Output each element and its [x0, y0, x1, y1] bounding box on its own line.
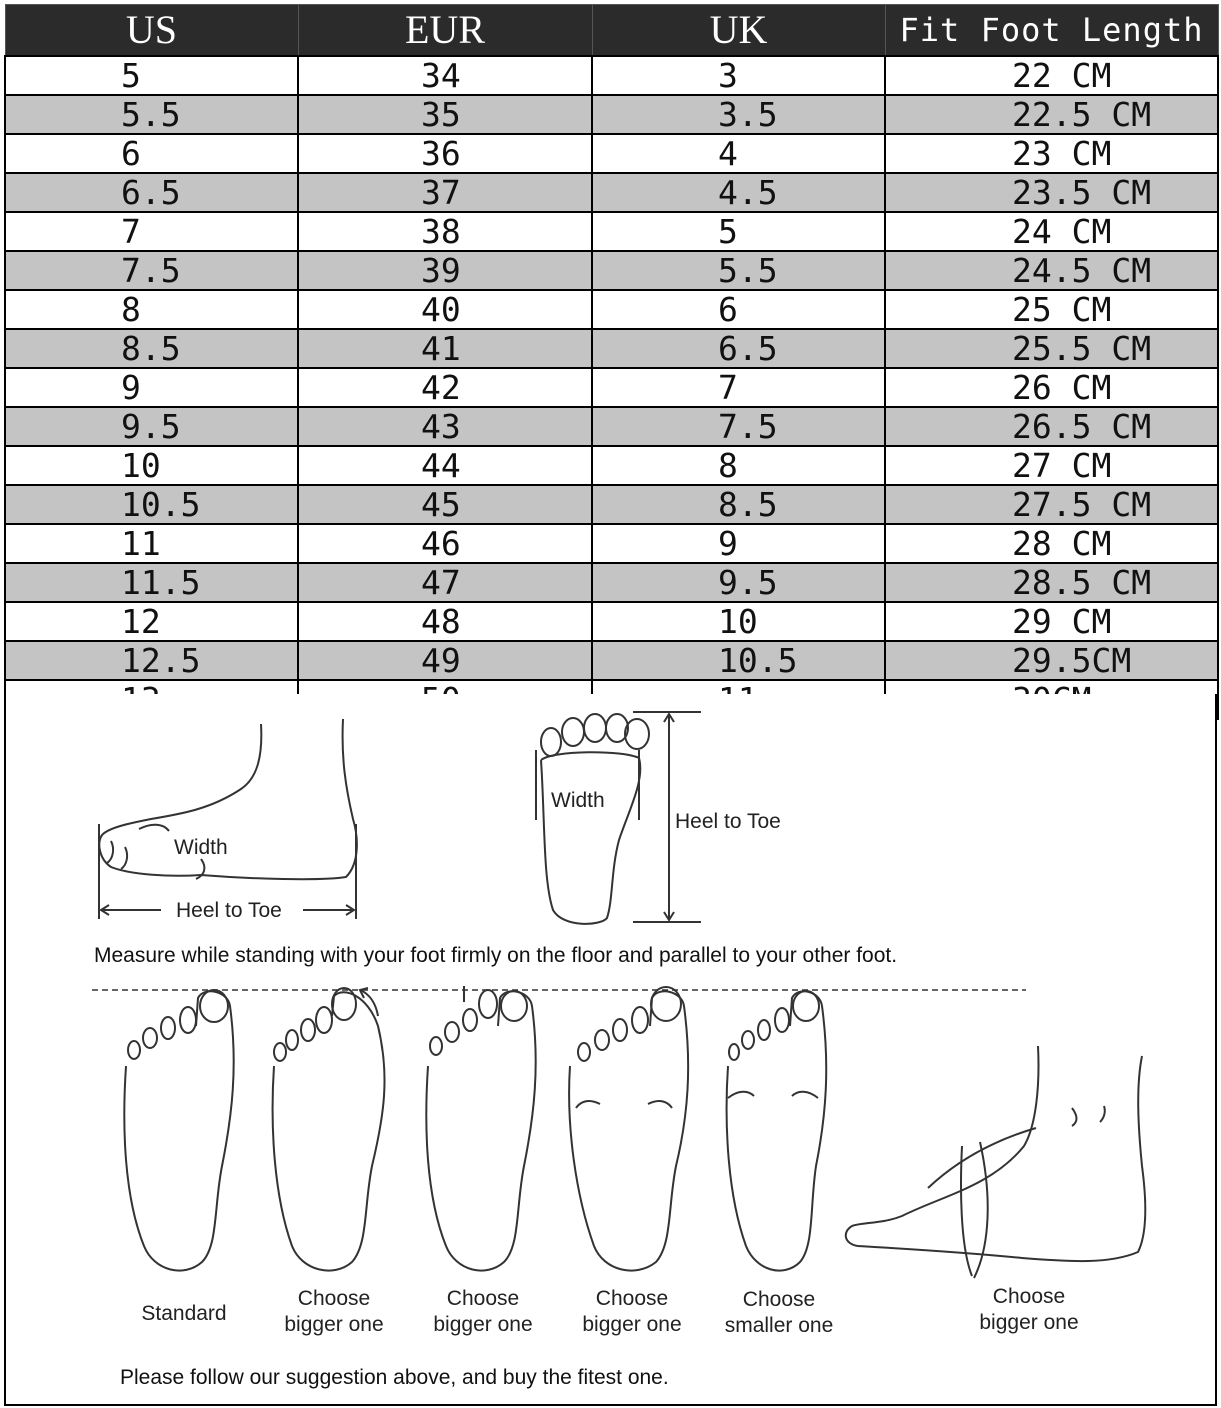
cell-foot-length: 23 CM: [885, 134, 1218, 173]
cell-foot-length: 26.5 CM: [885, 407, 1218, 446]
cell-uk: 8: [592, 446, 885, 485]
cell-us: 5.5: [5, 95, 298, 134]
table-row: [5, 329, 1218, 368]
cell-us: 12: [5, 602, 298, 641]
cell-us: 5: [5, 56, 298, 95]
header-us: US: [5, 5, 298, 57]
table-row: [5, 134, 1218, 173]
cell-eur: 48: [298, 602, 592, 641]
cell-eur: 44: [298, 446, 592, 485]
cell-foot-length: 24 CM: [885, 212, 1218, 251]
cell-us: 11.5: [5, 563, 298, 602]
table-row: [5, 446, 1218, 485]
cell-us: 7.5: [5, 251, 298, 290]
cell-uk: 6: [592, 290, 885, 329]
table-row: [5, 485, 1218, 524]
sole-heel-to-toe-label: Heel to Toe: [675, 810, 781, 833]
cell-uk: 6.5: [592, 329, 885, 368]
cell-uk: 9: [592, 524, 885, 563]
cell-foot-length: 27.5 CM: [885, 485, 1218, 524]
instruction-text: Measure while standing with your foot firmly on the floor and parallel to your other foot.: [94, 944, 898, 967]
cell-foot-length: 28.5 CM: [885, 563, 1218, 602]
table-row: [5, 173, 1218, 212]
cell-uk: 7.5: [592, 407, 885, 446]
table-row: [5, 290, 1218, 329]
cell-eur: 42: [298, 368, 592, 407]
cell-eur: 34: [298, 56, 592, 95]
table-row: [5, 641, 1218, 680]
cell-uk: 9.5: [592, 563, 885, 602]
cell-us: 12.5: [5, 641, 298, 680]
cell-eur: 39: [298, 251, 592, 290]
cell-uk: 3: [592, 56, 885, 95]
cell-uk: 4.5: [592, 173, 885, 212]
foot-long-second-toe-icon: [416, 986, 546, 1286]
cell-eur: 41: [298, 329, 592, 368]
header-uk: UK: [592, 5, 885, 57]
cell-eur: 38: [298, 212, 592, 251]
table-row: [5, 251, 1218, 290]
side-foot-illustration: [91, 719, 371, 919]
cell-us: 10.5: [5, 485, 298, 524]
caption-long-second-toe: Choose bigger one: [433, 1287, 533, 1336]
cell-uk: 4: [592, 134, 885, 173]
table-row: [5, 212, 1218, 251]
cell-uk: 5.5: [592, 251, 885, 290]
table-row: [5, 563, 1218, 602]
cell-foot-length: 29.5CM: [885, 641, 1218, 680]
cell-uk: 8.5: [592, 485, 885, 524]
cell-foot-length: 27 CM: [885, 446, 1218, 485]
measurement-guide: [4, 694, 1217, 1406]
cell-us: 9.5: [5, 407, 298, 446]
cell-us: 8.5: [5, 329, 298, 368]
cell-us: 9: [5, 368, 298, 407]
side-width-label: Width: [174, 836, 228, 859]
table-row: [5, 56, 1218, 95]
caption-long-toe: Choose bigger one: [284, 1287, 384, 1336]
cell-eur: 49: [298, 641, 592, 680]
cell-uk: 5: [592, 212, 885, 251]
cell-eur: 47: [298, 563, 592, 602]
cell-foot-length: 22.5 CM: [885, 95, 1218, 134]
cell-foot-length: 28 CM: [885, 524, 1218, 563]
size-table: [4, 4, 1219, 720]
cell-us: 7: [5, 212, 298, 251]
cell-uk: 7: [592, 368, 885, 407]
table-header-row: [5, 5, 1218, 57]
caption-wide-foot: Choose bigger one: [582, 1287, 682, 1336]
cell-uk: 10.5: [592, 641, 885, 680]
cell-eur: 37: [298, 173, 592, 212]
size-chart: [4, 4, 1217, 720]
table-row: [5, 368, 1218, 407]
cell-foot-length: 24.5 CM: [885, 251, 1218, 290]
foot-high-instep-icon: [842, 1046, 1152, 1296]
cell-eur: 43: [298, 407, 592, 446]
sole-width-label: Width: [551, 789, 605, 812]
caption-standard: Standard: [141, 1302, 227, 1325]
cell-us: 6.5: [5, 173, 298, 212]
cell-eur: 40: [298, 290, 592, 329]
caption-high-instep: Choose bigger one: [979, 1285, 1079, 1334]
caption-narrow-foot: Choose smaller one: [724, 1288, 834, 1337]
cell-foot-length: 22 CM: [885, 56, 1218, 95]
cell-foot-length: 25 CM: [885, 290, 1218, 329]
cell-eur: 36: [298, 134, 592, 173]
cell-eur: 45: [298, 485, 592, 524]
table-row: [5, 524, 1218, 563]
cell-foot-length: 23.5 CM: [885, 173, 1218, 212]
foot-wide-icon: [564, 986, 694, 1286]
cell-foot-length: 26 CM: [885, 368, 1218, 407]
foot-narrow-icon: [714, 986, 844, 1286]
header-fit-foot-length: Fit Foot Length: [885, 5, 1218, 57]
table-row: [5, 95, 1218, 134]
side-heel-to-toe-label: Heel to Toe: [176, 899, 282, 922]
cell-uk: 10: [592, 602, 885, 641]
cell-us: 6: [5, 134, 298, 173]
cell-foot-length: 29 CM: [885, 602, 1218, 641]
cell-foot-length: 25.5 CM: [885, 329, 1218, 368]
cell-eur: 35: [298, 95, 592, 134]
cell-us: 10: [5, 446, 298, 485]
table-row: [5, 407, 1218, 446]
cell-uk: 3.5: [592, 95, 885, 134]
cell-eur: 46: [298, 524, 592, 563]
cell-us: 8: [5, 290, 298, 329]
header-eur: EUR: [298, 5, 592, 57]
cell-us: 11: [5, 524, 298, 563]
foot-standard-icon: [114, 986, 244, 1286]
foot-long-toe-icon: [264, 986, 394, 1286]
footer-text: Please follow our suggestion above, and buy the fitest one.: [120, 1366, 669, 1389]
table-row: [5, 602, 1218, 641]
